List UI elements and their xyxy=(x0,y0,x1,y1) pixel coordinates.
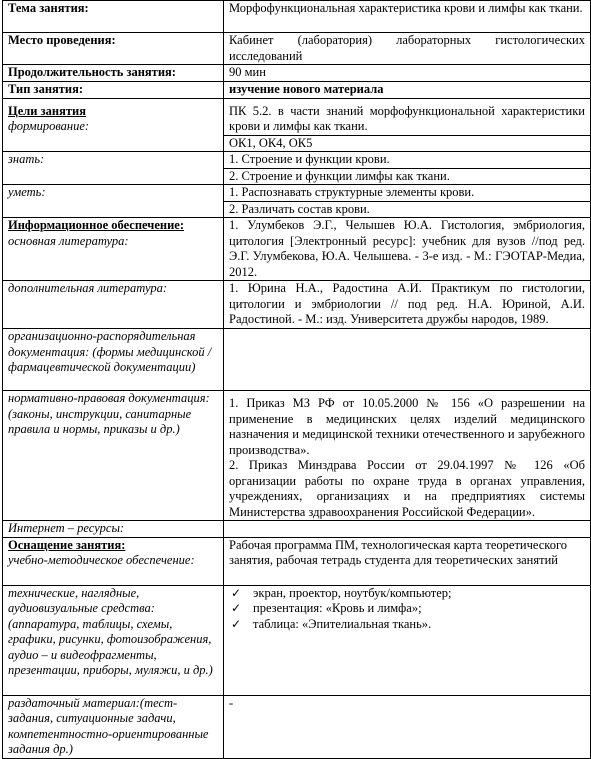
goals-competencies: ОК1, ОК4, ОК5 xyxy=(224,135,590,152)
topic-label: Тема занятия: xyxy=(3,1,224,33)
able-cell xyxy=(224,185,591,218)
topic-value: Морфофункциональная характеристика крови и лимфы как ткани. xyxy=(224,1,591,33)
able-item: 1. Распознавать структурные элементы крови. xyxy=(229,185,475,199)
check-icon: ✓ xyxy=(231,601,242,615)
tech-item xyxy=(229,617,585,633)
goals-sublabel: формирование: xyxy=(8,119,90,133)
tech-list xyxy=(229,586,585,633)
info-cell xyxy=(3,218,224,281)
row-able xyxy=(3,185,591,218)
row-info xyxy=(3,218,591,281)
row-type xyxy=(3,81,591,98)
legal-docs-cell xyxy=(224,391,591,521)
row-topic xyxy=(3,1,591,33)
legal-doc-item: 2. Приказ Минздрава России от 29.04.1997 № 126 «Об организации работы по охране труда в органах управления, учреждениях, организациях и на предприятиях системы Министерства здравоохранения Российской Федерации». xyxy=(229,458,585,519)
check-icon: ✓ xyxy=(231,585,242,600)
tech-item-text: таблица: «Эпителиальная ткань». xyxy=(253,616,432,631)
type-label: Тип занятия: xyxy=(3,81,224,98)
row-org-docs xyxy=(3,329,591,391)
legal-doc-item: 1. Приказ МЗ РФ от 10.05.2000 № 156 «О разрешении на применение в медицинских целях изделий медицинского назначения и медицинской техники отечественного и зарубежного производства». xyxy=(229,396,585,457)
duration-value: 90 мин xyxy=(224,65,591,82)
row-extra-lit xyxy=(3,281,591,329)
row-tech xyxy=(3,585,591,695)
tech-item-text: экран, проектор, ноутбук/компьютер; xyxy=(253,585,452,600)
row-equipment xyxy=(3,537,591,585)
goals-label: Цели занятия xyxy=(8,103,86,118)
org-docs-label: организационно-распорядительная документация: (формы медицинской /фармацевтической документации) xyxy=(3,329,224,391)
able-item: 2. Различать состав крови. xyxy=(224,201,590,218)
org-docs-value xyxy=(224,329,591,391)
type-value: изучение нового материала xyxy=(224,81,591,98)
row-place xyxy=(3,33,591,65)
able-label: уметь: xyxy=(3,185,224,218)
know-cell xyxy=(224,152,591,185)
row-legal-docs xyxy=(3,391,591,521)
goals-value-cell xyxy=(224,98,591,152)
place-value: Кабинет (лаборатория) лабораторных гистологических исследований xyxy=(224,33,591,65)
equipment-sublabel: учебно-методическое обеспечение: xyxy=(8,553,195,567)
duration-label: Продолжительность занятия: xyxy=(3,65,224,82)
row-know xyxy=(3,152,591,185)
equipment-label: Оснащение занятия: xyxy=(8,537,126,552)
handout-label: раздаточный материал:(тест-задания, ситуационные задачи, компетентностно-ориентированные задания др.) xyxy=(3,695,224,758)
goals-cell xyxy=(3,98,224,152)
handout-value: - xyxy=(224,695,591,758)
place-label: Место проведения: xyxy=(3,33,224,65)
goals-value: ПК 5.2. в части знаний морфофункциональной характеристики крови и лимфы как ткани. xyxy=(229,103,585,133)
extra-lit-label: дополнительная литература: xyxy=(3,281,224,329)
tech-label: технические, наглядные, аудиовизуальные средства: (аппаратура, таблицы, схемы, графики, рисунки, фотоизображения, аудио – и видеофрагменты, презентации, приборы, муляжи, и др.) xyxy=(3,585,224,695)
info-label: Информационное обеспечение: xyxy=(8,218,184,232)
equipment-value: Рабочая программа ПМ, технологическая карта теоретического занятия, рабочая тетрадь студента для теоретических занятий xyxy=(224,537,591,585)
know-item: 1. Строение и функции крови. xyxy=(229,152,390,166)
tech-item xyxy=(229,601,585,617)
row-internet xyxy=(3,521,591,538)
extra-lit-value: 1. Юрина Н.А., Радостина А.И. Практикум по гистологии, цитологии и эмбриологии // под ред. Н.А. Юриной, А.И. Радостиной. - М.: изд. Университета дружбы народов, 1989. xyxy=(224,281,591,329)
equipment-cell xyxy=(3,537,224,585)
internet-label: Интернет – ресурсы: xyxy=(3,521,224,538)
know-label: знать: xyxy=(3,152,224,185)
legal-docs-label: нормативно-правовая документация: (законы, инструкции, санитарные правила и нормы, приказы и др.) xyxy=(3,391,224,521)
tech-item xyxy=(229,586,585,602)
know-item: 2. Строение и функции лимфы как ткани. xyxy=(224,168,590,185)
info-value: 1. Улумбеков Э.Г., Челышев Ю.А. Гистология, эмбриология, цитология [Электронный ресурс]: учебник для вузов //под ред. Э.Г. Улумбекова, Ю.А. Челышева. - 3-е изд. - М.: ГЭОТАР-Медиа, 2012. xyxy=(224,218,591,281)
row-duration xyxy=(3,65,591,82)
row-goals xyxy=(3,98,591,152)
tech-cell xyxy=(224,585,591,695)
row-handout xyxy=(3,695,591,758)
check-icon: ✓ xyxy=(231,616,242,631)
lesson-plan-table xyxy=(2,0,591,759)
internet-value xyxy=(224,521,591,538)
tech-item-text: презентация: «Кровь и лимфа»; xyxy=(253,601,422,615)
info-sublabel: основная литература: xyxy=(8,233,129,248)
